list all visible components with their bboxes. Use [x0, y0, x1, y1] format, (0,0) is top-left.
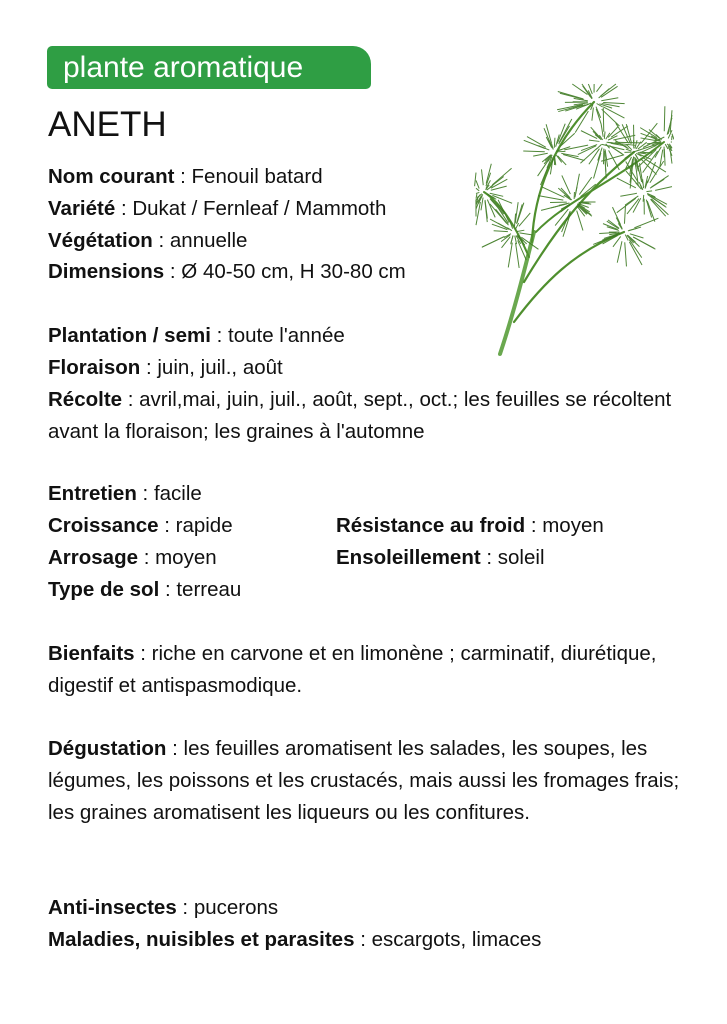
field-recolte: Récolte : avril,mai, juin, juil., août, sept., oct.; les feuilles se récoltent avant la floraison; les graines à l'automne [48, 388, 672, 443]
field-type-sol: Type de sol : terreau [48, 578, 242, 601]
dill-plant-image [474, 82, 674, 360]
field-anti-insectes: Anti-insectes : pucerons [48, 896, 279, 919]
field-degustation: Dégustation : les feuilles aromatisent les salades, les soupes, les légumes, les poissons et les crustacés, mais aussi les fromages frais; les graines aromatisent les liqueurs ou les confitures. [48, 737, 680, 824]
field-variete: Variété : Dukat / Fernleaf / Mammoth [48, 197, 387, 220]
field-entretien: Entretien : facile [48, 482, 202, 505]
field-croissance: Croissance : rapide [48, 514, 233, 537]
field-dimensions: Dimensions : Ø 40-50 cm, H 30-80 cm [48, 260, 406, 283]
page-title: ANETH [48, 105, 167, 144]
field-nom-courant: Nom courant : Fenouil batard [48, 165, 323, 188]
field-arrosage: Arrosage : moyen [48, 546, 217, 569]
field-maladies: Maladies, nuisibles et parasites : escargots, limaces [48, 928, 542, 951]
field-plantation: Plantation / semi : toute l'année [48, 324, 345, 347]
field-bienfaits: Bienfaits : riche en carvone et en limonène ; carminatif, diurétique, digestif et antispasmodique. [48, 642, 657, 697]
category-badge: plante aromatique [47, 46, 371, 89]
field-ensoleillement: Ensoleillement : soleil [336, 546, 545, 569]
field-vegetation: Végétation : annuelle [48, 229, 248, 252]
field-resistance-froid: Résistance au froid : moyen [336, 514, 604, 537]
field-floraison: Floraison : juin, juil., août [48, 356, 283, 379]
